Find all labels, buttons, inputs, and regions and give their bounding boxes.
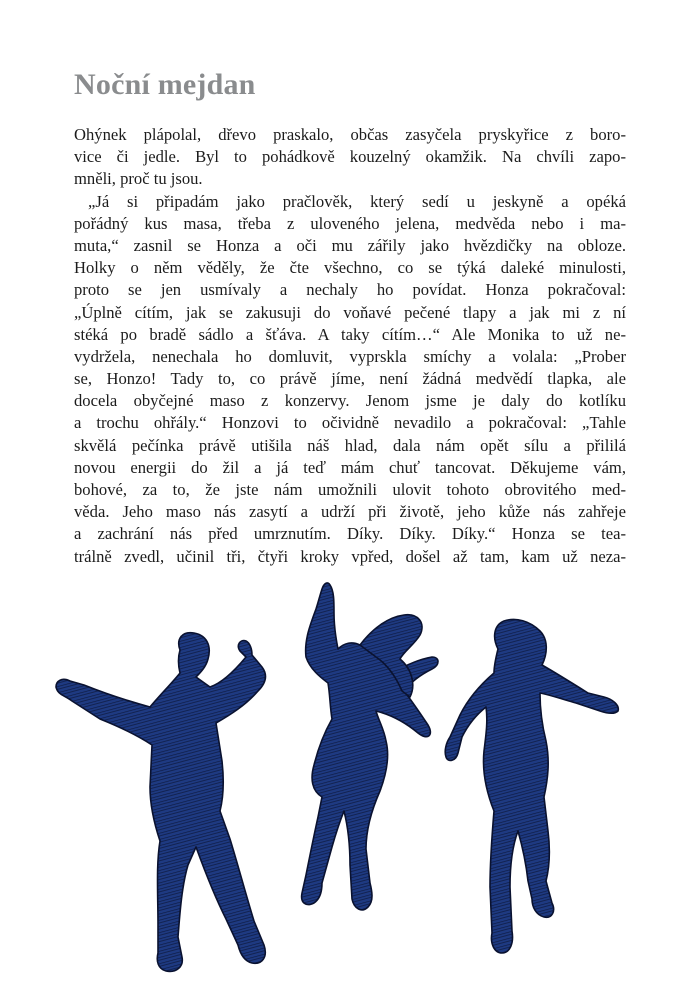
text-line: a trochu ohřály.“ Honzovi to očividně nevadilo a pokračoval: „Tahle (74, 413, 626, 433)
text-line: „Úplně cítím, jak se zakusuji do voňavé pečené tlapy a jak mi z ní (74, 302, 626, 322)
text-line: vice či jedle. Byl to pohádkově kouzelný okamžik. Na chvíli zapo- (74, 147, 626, 167)
text-line: trálně zvedl, učinil tři, čtyři kroky vpřed, došel až tam, kam už neza- (74, 546, 626, 566)
text-line: vydržela, nenechala ho domluvit, vyprskla smíchy a volala: „Prober (74, 346, 626, 366)
dancing-child-silhouette (445, 619, 618, 953)
text-line: bohové, za to, že jste nám umožnili ulovit tohoto obrovitého med- (74, 480, 626, 499)
text-line: proto se jen usmívaly a nechaly ho povídat. Honza pokračoval: (74, 280, 626, 300)
chapter-title: Noční mejdan (74, 68, 256, 101)
illustration-svg (0, 565, 688, 1000)
text-line: „Já si připadám jako pračlověk, který sedí u jeskyně a opéká (88, 191, 626, 211)
text-line: mněli, proč tu jsou. (74, 169, 203, 189)
text-line: pořádný kus masa, třeba z uloveného jelena, medvěda nebo i ma- (74, 213, 626, 233)
text-line: a zachrání nás před umrznutím. Díky. Díky. Díky.“ Honza se tea- (74, 524, 626, 544)
text-line: věda. Jeho maso nás zasytí a udrží při životě, jeho kůže nás zahřeje (74, 502, 626, 522)
text-line: docela obyčejné maso z konzervy. Jenom jsme je daly do kotlíku (74, 391, 626, 411)
dancing-figures-illustration (0, 565, 688, 1000)
body-text (74, 124, 626, 568)
text-line: se, Honzo! Tady to, co právě jíme, není žádná medvědí tlapka, ale (74, 369, 626, 389)
text-line: skvělá pečínka právě utišila náš hlad, dala nám opět sílu a přililá (74, 435, 626, 455)
dancing-girl-silhouette (302, 583, 438, 910)
text-line: Ohýnek plápolal, dřevo praskalo, občas zasyčela pryskyřice z boro- (74, 125, 626, 144)
text-line: muta,“ zasnil se Honza a oči mu zářily jako hvězdičky na obloze. (74, 235, 626, 255)
text-line: novou energii do žil a já teď mám chuť tancovat. Děkujeme vám, (74, 457, 626, 477)
text-line: stéká po bradě sádlo a šťáva. A taky cítím…“ Ale Monika to už ne- (74, 324, 626, 344)
dancing-boy-silhouette (56, 633, 265, 972)
text-line: Holky o něm věděly, že čte všechno, co se týká daleké minulosti, (74, 258, 626, 278)
